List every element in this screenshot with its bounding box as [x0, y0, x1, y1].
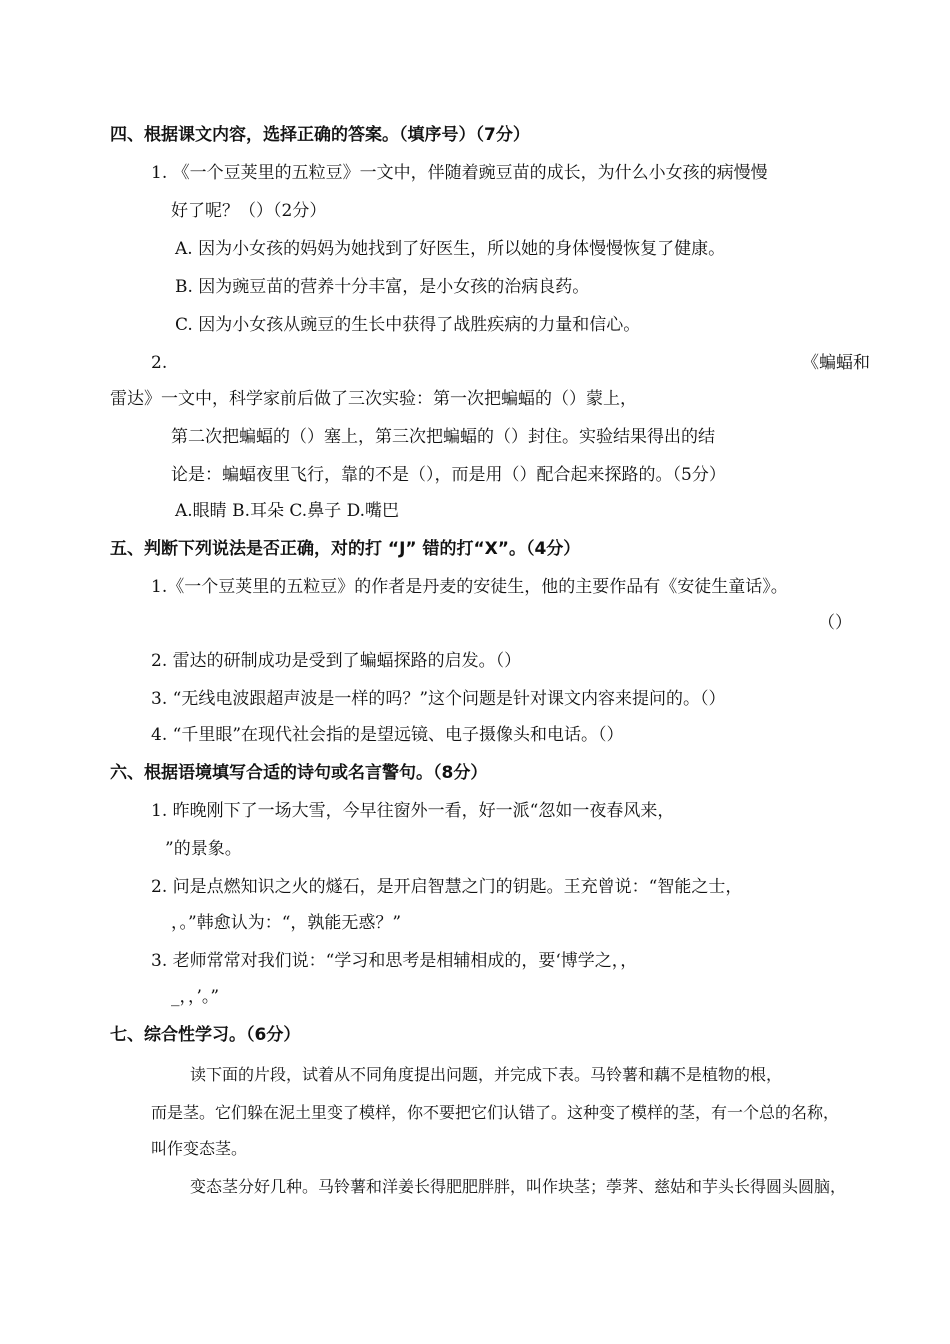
question-4-2-line-1: 雷达》一文中，科学家前后做了三次实验：第一次把蝙蝠的（）蒙上， — [110, 389, 637, 409]
question-4-2-number: 2. — [151, 353, 168, 373]
statement-5-1-answer: （） — [818, 613, 852, 633]
item-6-3-line-2: _，，’。” — [171, 987, 220, 1007]
question-4-2-line-2: 第二次把蝙蝠的（）塞上，第三次把蝙蝠的（）封住。实验结果得出的结 — [171, 427, 715, 447]
section-4-title: 四、根据课文内容，选择正确的答案。（填序号）（7分） — [110, 125, 530, 145]
passage-paragraph-1-line-2: 而是茎。它们躲在泥土里变了模样，你不要把它们认错了。这种变了模样的茎，有一个总的名称， — [151, 1103, 840, 1122]
question-4-2-options: A.眼睛 B.耳朵 C.鼻子 D.嘴巴 — [175, 501, 400, 521]
question-4-1-line-2: 好了呢？（）（2分） — [171, 201, 327, 221]
passage-paragraph-1-line-3: 叫作变态茎。 — [151, 1139, 248, 1158]
question-4-1-option-b: B. 因为豌豆苗的营养十分丰富，是小女孩的治病良药。 — [175, 277, 590, 297]
statement-5-3: 3. “无线电波跟超声波是一样的吗？”这个问题是针对课文内容来提问的。（） — [151, 689, 726, 709]
section-5-title: 五、判断下列说法是否正确，对的打 “J” 错的打“X”。（4分） — [110, 539, 581, 559]
item-6-2-line-1: 2. 问是点燃知识之火的燧石，是开启智慧之门的钥匙。王充曾说：“智能之士， — [151, 877, 743, 897]
section-7-title: 七、综合性学习。（6分） — [110, 1025, 301, 1045]
question-4-1-option-a: A. 因为小女孩的妈妈为她找到了好医生，所以她的身体慢慢恢复了健康。 — [175, 239, 726, 259]
statement-5-2: 2. 雷达的研制成功是受到了蝙蝠探路的启发。（） — [151, 651, 522, 671]
passage-paragraph-2-line-1: 变态茎分好几种。马铃薯和洋姜长得肥肥胖胖，叫作块茎；荸荠、慈姑和芋头长得圆头圆脑， — [190, 1177, 847, 1196]
item-6-2-line-2: ，。”韩愈认为：“，孰能无惑？” — [171, 913, 402, 933]
question-4-1-line-1: 1. 《一个豆荚里的五粒豆》一文中，伴随着豌豆苗的成长，为什么小女孩的病慢慢 — [151, 163, 768, 183]
item-6-1-line-2: ”的景象。 — [165, 839, 242, 859]
question-4-1-option-c: C. 因为小女孩从豌豆的生长中获得了战胜疾病的力量和信心。 — [175, 315, 641, 335]
item-6-3-line-1: 3. 老师常常对我们说：“学习和思考是相辅相成的，要‘博学之，， — [151, 951, 638, 971]
item-6-1-line-1: 1. 昨晚刚下了一场大雪，今早往窗外一看，好一派“忽如一夜春风来， — [151, 801, 675, 821]
question-4-2-title-start: 《蝙蝠和 — [802, 353, 870, 373]
question-4-2-line-3: 论是：蝙蝠夜里飞行，靠的不是（），而是用（）配合起来探路的。（5分） — [171, 465, 726, 485]
passage-paragraph-1-line-1: 读下面的片段，试着从不同角度提出问题，并完成下表。马铃薯和藕不是植物的根， — [190, 1065, 783, 1084]
statement-5-1: 1.《一个豆荚里的五粒豆》的作者是丹麦的安徒生，他的主要作品有《安徒生童话》。 — [151, 577, 788, 597]
statement-5-4: 4. “千里眼”在现代社会指的是望远镜、电子摄像头和电话。（） — [151, 725, 624, 745]
section-6-title: 六、根据语境填写合适的诗句或名言警句。（8分） — [110, 763, 488, 783]
